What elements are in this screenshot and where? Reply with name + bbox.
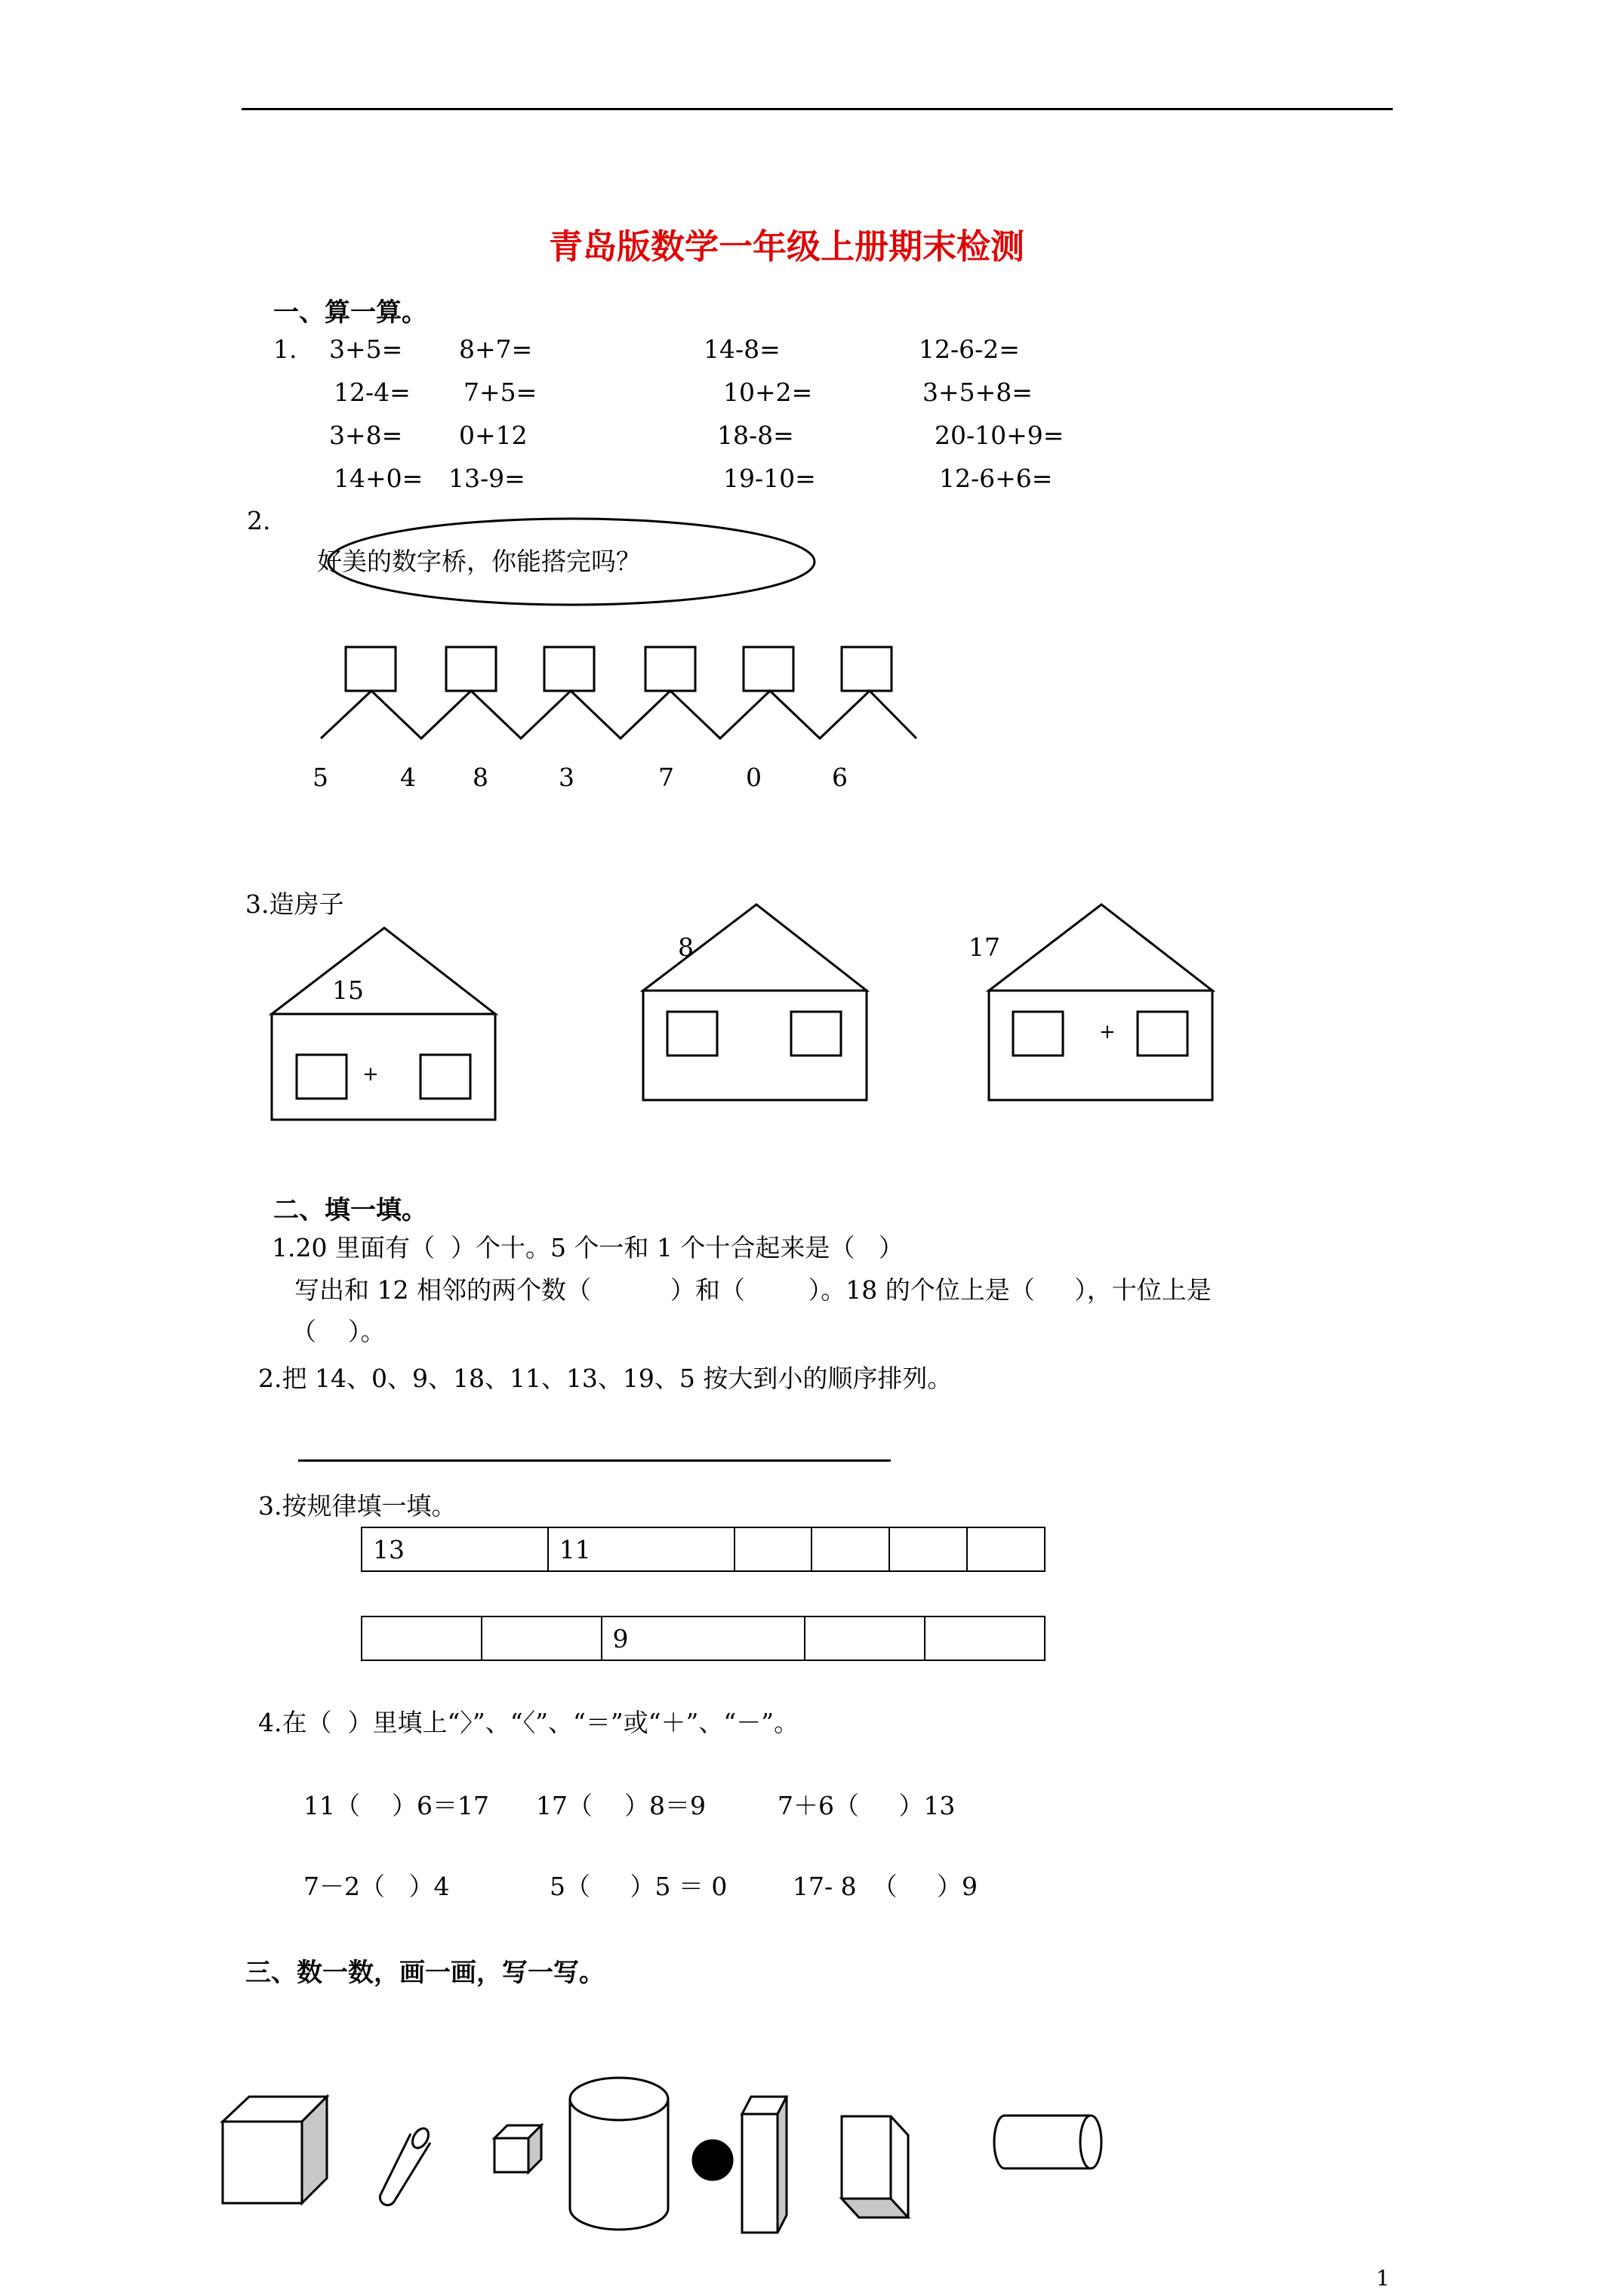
calc-item: 14-8= xyxy=(704,334,781,364)
house-operator: + xyxy=(362,1063,379,1086)
compare-item: 17- 8 （ ）9 xyxy=(793,1872,978,1901)
black-ball-shape xyxy=(693,2140,732,2180)
house-box xyxy=(297,1055,346,1099)
calc-item: 7+5= xyxy=(463,378,537,407)
compare-item: 17（ ）8＝9 xyxy=(536,1791,706,1820)
house-roof-number: 8 xyxy=(678,932,694,962)
bridge-number: 7 xyxy=(658,763,674,792)
house-box xyxy=(420,1055,470,1099)
tall-prism-shape xyxy=(742,2097,787,2233)
q1-label: 1. xyxy=(273,334,297,364)
calc-item: 12-4= xyxy=(334,378,411,407)
bridge-box xyxy=(346,647,396,691)
house-box xyxy=(1138,1012,1187,1056)
q2-bubble-text: 好美的数字桥，你能搭完吗？ xyxy=(317,547,641,576)
calc-item: 12-6+6= xyxy=(939,464,1053,493)
sequence-cell[interactable]: 13 xyxy=(362,1527,548,1571)
bridge-number: 3 xyxy=(559,763,574,792)
calc-item: 13-9= xyxy=(448,464,525,493)
calc-item: 3+8= xyxy=(329,421,403,450)
calc-item: 18-8= xyxy=(717,421,794,450)
s2-q3: 3.按规律填一填。 xyxy=(258,1491,457,1521)
house-roof xyxy=(643,905,867,991)
bridge-number: 0 xyxy=(746,763,762,792)
calc-item: 8+7= xyxy=(459,334,533,364)
small-cube-shape xyxy=(494,2125,541,2172)
calc-item: 3+5+8= xyxy=(922,378,1033,407)
bridge-box xyxy=(842,647,892,691)
house-box xyxy=(667,1012,717,1056)
page-number: 1 xyxy=(1376,2266,1390,2291)
sequence-cell[interactable]: 11 xyxy=(548,1527,735,1571)
section-1-heading: 一、算一算。 xyxy=(273,297,427,328)
bridge-number: 4 xyxy=(400,763,416,792)
horizontal-cylinder-shape xyxy=(994,2116,1101,2168)
page-title: 青岛版数学一年级上册期末检测 xyxy=(549,227,1025,267)
calc-item: 14+0= xyxy=(334,464,423,493)
house-2 xyxy=(643,905,867,1100)
s2-q1-line3: （ ）。 xyxy=(291,1317,386,1346)
q2-label: 2. xyxy=(247,506,271,535)
house-roof-number: 15 xyxy=(332,975,364,1005)
house-roof-number: 17 xyxy=(969,932,1000,962)
house-operator: + xyxy=(1099,1021,1116,1043)
bridge-number: 6 xyxy=(832,763,848,792)
bridge-box xyxy=(744,647,793,691)
bridge-number: 8 xyxy=(473,763,488,792)
house-roof xyxy=(989,905,1212,991)
compare-item: 11（ ）6＝17 xyxy=(303,1791,489,1820)
s2-q1-line1: 1.20 里面有（ ）个十。5 个一和 1 个十合起来是（ ） xyxy=(272,1233,904,1262)
sequence-cell[interactable]: 9 xyxy=(602,1616,805,1660)
calc-item: 12-6-2= xyxy=(919,334,1020,364)
speech-bubble xyxy=(328,519,815,605)
bridge-box xyxy=(446,647,496,691)
section-2-heading: 二、填一填。 xyxy=(273,1195,427,1225)
calc-item: 0+12 xyxy=(459,421,528,450)
compare-item: 7＋6（ ）13 xyxy=(778,1791,956,1820)
cylinder-rod-shape xyxy=(380,2125,431,2205)
large-cube-shape xyxy=(223,2097,327,2203)
calc-item: 19-10= xyxy=(723,464,816,493)
cuboid-shape xyxy=(842,2116,908,2217)
bridge-box xyxy=(544,647,594,691)
s2-q4: 4.在（ ）里填上“〉”、“〈”、“＝”或“＋”、“－”。 xyxy=(258,1708,799,1737)
s2-q1-line2: 写出和 12 相邻的两个数（ ）和（ ）。18 的个位上是（ ），十位上是 xyxy=(294,1275,1212,1305)
number-bridge xyxy=(321,647,916,738)
calc-item: 20-10+9= xyxy=(935,421,1064,450)
large-cylinder-shape xyxy=(570,2078,668,2230)
bridge-number: 5 xyxy=(313,763,328,792)
house-body xyxy=(643,991,867,1100)
bridge-box xyxy=(645,647,695,691)
section-3-heading: 三、数一数，画一画，写一写。 xyxy=(245,1958,605,1988)
s2-q2: 2.把 14、0、9、18、11、13、19、5 按大到小的顺序排列。 xyxy=(258,1364,953,1393)
bridge-zigzag xyxy=(321,691,916,738)
house-box xyxy=(791,1012,841,1056)
house-body xyxy=(272,1014,495,1120)
house-box xyxy=(1013,1012,1063,1056)
compare-item: 5（ ）5 ＝ 0 xyxy=(550,1872,728,1901)
calc-item: 3+5= xyxy=(329,334,403,364)
compare-item: 7－2（ ）4 xyxy=(303,1872,450,1901)
q3-label: 3.造房子 xyxy=(245,889,344,919)
house-3 xyxy=(989,905,1212,1100)
house-roof xyxy=(272,928,495,1014)
house-1 xyxy=(272,928,495,1120)
house-body xyxy=(989,991,1212,1100)
calc-item: 10+2= xyxy=(723,378,813,407)
